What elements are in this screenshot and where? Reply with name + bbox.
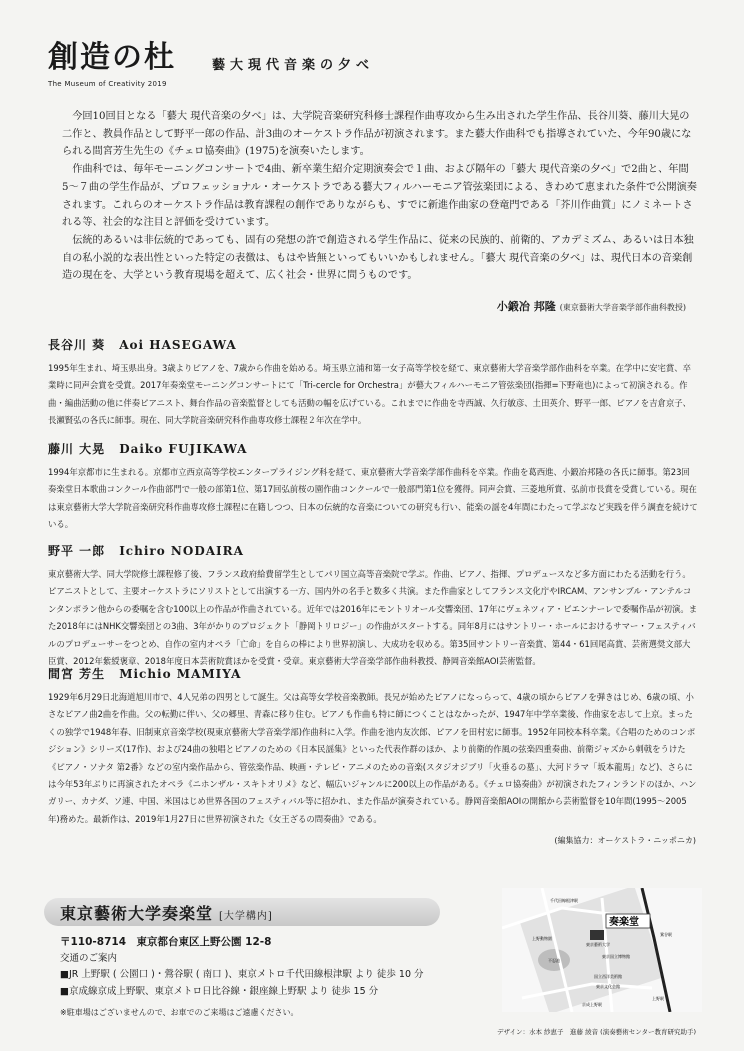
venue-marker <box>590 930 604 940</box>
map-label: 上野駅 <box>652 996 664 1001</box>
access-map <box>502 888 702 1012</box>
bio-name <box>48 665 698 682</box>
parking-note: ※駐車場はございませんので、お車でのご来場はご遠慮ください。 <box>60 1008 299 1017</box>
bio-mamiya <box>48 665 698 828</box>
bio-text: 1995年生まれ、埼玉県出身。3歳よりピアノを、7歳から作曲を始める。埼玉県立浦和第一女子高等学校を経て、東京藝術大学音楽学部作曲科を卒業。在学中に安宅賞、卒業時に同声会賞を受賞。2017年奏楽堂モーニングコンサートにて「Tri-cercle for Orchestra」が藝大フィルハーモニア管弦楽団(指揮=下野竜也)によって初演される。作曲・編曲活動の他に伴奏ピアニスト、舞台作品の音楽監督としても活動の幅を広げている。これまでに作曲を寺西誠、久行敏彦、土田英介、野平一郎、ピアノを吉倉京子、長瀬賢弘の各氏に師事。現在、同大学院音楽研究科作曲専攻修士課程２年次在学中。 <box>48 363 692 426</box>
bio-hasegawa <box>48 336 698 430</box>
map-label: 東京藝術大学 <box>586 942 610 947</box>
intro-paragraph: 今回10回目となる「藝大 現代音楽の夕べ」は、大学院音楽研究科修士課程作曲専攻から生み出された学生作品、長谷川葵、藤川大晃の二作と、教員作品として野平一郎の作品、計3曲のオーケストラ作品が初演されます。また藝大作曲科でも指導されていた、今年90歳になられる間宮芳生先生の《チェロ協奏曲》(1975)を演奏いたします。 <box>62 111 692 158</box>
venue-title <box>60 901 273 924</box>
map-label: 千代田線根津駅 <box>550 898 578 903</box>
bio-name <box>48 336 698 353</box>
editorial-credit: (編集協力：オーケストラ・ニッポニカ) <box>554 836 696 845</box>
bio-name <box>48 542 698 559</box>
bio-nodaira <box>48 542 698 670</box>
composer-name: 間宮 芳生 <box>48 667 106 681</box>
signature-affiliation: (東京藝術大学音楽学部作曲科教授) <box>559 303 686 312</box>
composer-roman-name: Daiko FUJIKAWA <box>119 442 248 456</box>
page-title: 創造の杜 <box>48 40 176 75</box>
access-title: 交通のご案内 <box>60 952 118 964</box>
map-label: 上野動物園 <box>532 936 552 941</box>
tagline: The Museum of Creativity 2019 <box>48 80 167 88</box>
intro-paragraph: 作曲科では、毎年モーニングコンサートで4曲、新卒業生紹介定期演奏会で１曲、および隔年の「藝大 現代音楽の夕べ」で2曲と、年間5〜７曲の学生作品が、プロフェッショナル・オーケストラである藝大フィルハーモニア管弦楽団による、きわめて恵まれた条件で公開演奏されます。これらのオーケストラ作品は教育課程の創作でありながらも、すでに新進作曲家の登竜門である「芥川作曲賞」にノミネートされる等、社会的な注目と評価を受けています。 <box>62 164 697 229</box>
header <box>48 40 176 76</box>
bio-name <box>48 440 698 457</box>
map-venue-label: 奏楽堂 <box>609 917 639 928</box>
map-label: 東京文化会館 <box>596 984 620 989</box>
signature <box>497 298 686 314</box>
composer-name: 野平 一郎 <box>48 544 106 558</box>
designer-credit: デザイン：水本 紗恵子 進藤 綾音 (演奏藝術センター教育研究助手) <box>496 1028 696 1036</box>
composer-roman-name: Ichiro NODAIRA <box>119 544 244 558</box>
venue-address: 〒110-8714 東京都台東区上野公園 12-8 <box>60 936 272 948</box>
composer-name: 藤川 大晃 <box>48 442 106 456</box>
access-info <box>60 934 424 1022</box>
bio-text: 1929年6月29日北海道旭川市で、4人兄弟の四男として誕生。父は高等女学校音楽教師。長兄が始めたピアノになっらって、4歳の頃からピアノを弾きはじめ、6歳の頃、小さなピアノ曲2曲を作曲。父の転勤に伴い、父の郷里、青森に移り住む。ピアノも作曲も特に師につくことはなかったが、1947年中学卒業後、作曲家を志して上京。まったくの独学で1948年春、旧制東京音楽学校(現東京藝術大学音楽学部)作曲科に入学。作曲を池内友次郎、ピアノを田村宏に師事。1952年同校本科卒業。《合唱のためのコンポジション》シリーズ(17作)、および24曲の独唱とピアノのための《日本民謡集》といった代表作群のほか、より前衛的作風の弦楽四重奏曲、前衛ジャズから刺戟をうけた《ピアノ・ソナタ 第2番》などの室内楽作品から、管弦楽作品、映画・テレビ・アニメのための音楽(スタジオジブリ「火垂るの墓」、大河ドラマ「坂本龍馬」など)、さらには今年53年ぶりに再演されたオペラ《ニホンザル・スキトオリメ》など、幅広いジャンルに200以上の作品がある。《チェロ協奏曲》が初演されたフィンランドのほか、ハンガリー、カナダ、ソ連、中国、米国はじめ世界各国のフェスティバル等に招かれ、また作品が演奏されている。静岡音楽館AOIの開館から芸術監督を10年間(1995〜2005年)務めた。最新作は、2019年1月27日に世界初演された《女王ざるの問奏曲》である。 <box>48 692 697 824</box>
intro-paragraph: 伝統的あるいは非伝統的であっても、固有の発想の許で創造される学生作品に、従来の民族的、前衛的、アカデミズム、あるいは日本独自の私小説的な表出性といった特定の表徴は、もはや皆無といってもいいかもしれません。「藝大 現代音楽の夕べ」は、現代日本の音楽創造の現在を、大学という教育現場を超えて、広く社会・世界に問うものです。 <box>62 234 694 282</box>
map-label: 鶯谷駅 <box>660 932 672 937</box>
access-line: ■JR 上野駅 ( 公園口 )・鶯谷駅 ( 南口 )、東京メトロ千代田線根津駅 より 徒歩 10 分 <box>60 969 424 980</box>
venue-name: 東京藝術大学奏楽堂 <box>60 904 214 923</box>
map-label: 京成上野駅 <box>582 1002 602 1007</box>
map-label: 不忍池 <box>548 958 560 963</box>
intro-text <box>62 108 698 285</box>
composer-name: 長谷川 葵 <box>48 338 106 352</box>
bio-fujikawa <box>48 440 698 534</box>
venue-sub: [大学構内] <box>219 911 273 922</box>
composer-roman-name: Aoi HASEGAWA <box>119 338 237 352</box>
composer-roman-name: Michio MAMIYA <box>119 667 242 681</box>
page-subtitle: 藝大現代音楽の夕べ <box>212 58 375 73</box>
access-line: ■京成線京成上野駅、東京メトロ日比谷線・銀座線上野駅 より 徒歩 15 分 <box>60 985 379 997</box>
bio-text: 東京藝術大学、同大学院修士課程修了後、フランス政府給費留学生としてパリ国立高等音楽院で学ぶ。作曲、ピアノ、指揮、プロデュースなど多方面にわたる活動を行う。ピアニストとして、主要オーケストラにソリストとして出演する一方、国内外の名手と数多く共演。また作曲家としてフランス文化庁やIRCAM、アンサンブル・アンテルコンタンポラン他からの委嘱を含む100以上の作品が作曲されている。近年では2016年にモントリオール交響楽団、17年にヴェネツィア・ビエンナーレで委嘱作品が初演。また2018年にはNHK交響楽団との3曲、3年がかりのプロジェクト「静岡トリロジー」の作曲がスタートする。同年8月にはサントリー・ホールにおけるサマー・フェスティバルのプロデューサーをつとめ、自作の室内オペラ「亡命」を自らの棒により世界初演し、大成功を収める。第35回サントリー音楽賞、第44・61回尾高賞、芸術選奨文部大臣賞、2012年紫綬褒章、2018年度日本芸術院賞ほかを受賞・受章。東京藝術大学音楽学部作曲科教授、静岡音楽館AOI芸術監督。 <box>48 569 698 667</box>
bio-text: 1994年京都市に生まれる。京都市立西京高等学校エンタープライジング科を経て、東京藝術大学音楽学部作曲科を卒業。作曲を葛西進、小鍛冶邦隆の各氏に師事。第23回奏楽堂日本歌曲コンクール作曲部門で一般の部第1位、第17回弘前桜の園作曲コンクールで一般部門第1位を獲得。同声会賞、三菱地所賞、弘前市長賞を受賞している。現在は東京藝術大学大学院音楽研究科作曲専攻修士課程に在籍しつつ、日本の伝統的な音楽についての研究も行い、能楽の謡を4年間にわたって学ぶなど実践を伴う調査を続けている。 <box>48 467 698 530</box>
signature-name: 小鍛冶 邦隆 <box>496 300 556 313</box>
map-label: 東京国立博物館 <box>602 954 630 959</box>
map-label: 国立西洋美術館 <box>594 974 622 979</box>
